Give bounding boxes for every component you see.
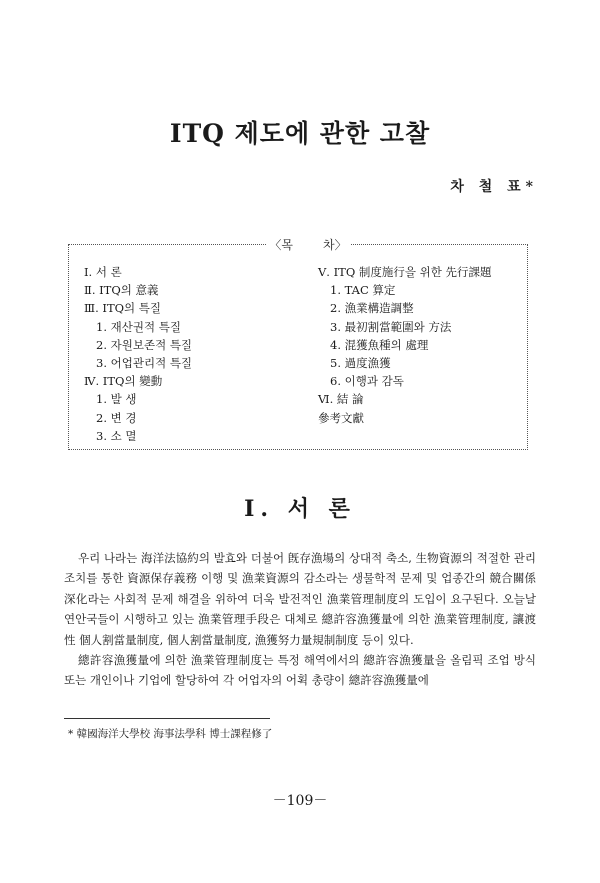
toc-subitem: 3. 소 멸 [96, 428, 137, 443]
toc-subitem: 3. 最初割當範圍와 方法 [330, 319, 452, 334]
toc-left-column [84, 263, 192, 445]
toc-item: Ⅵ. 結 論 [318, 392, 364, 407]
paper-title: ITQ 제도에 관한 고찰 [169, 119, 431, 148]
toc-subitem: 1. 재산권적 특질 [96, 319, 181, 334]
toc-subitem: 6. 이행과 감독 [330, 374, 404, 389]
toc-heading-left: 〈목 [269, 238, 293, 252]
toc-heading-right: 차〉 [323, 238, 347, 252]
toc-subitem: 2. 자원보존적 특질 [96, 337, 193, 352]
toc-item: 參考文獻 [318, 410, 364, 425]
page-number: －109－ [272, 793, 328, 809]
toc-subitem: 3. 어업관리적 특질 [96, 356, 193, 371]
toc-item: Ⅳ. ITQ의 變動 [84, 374, 163, 389]
toc-subitem: 2. 漁業構造調整 [330, 301, 414, 316]
toc-item: Ⅲ. ITQ의 특질 [84, 301, 162, 316]
toc-subitem: 4. 混獲魚種의 處理 [330, 337, 429, 352]
footnote-rule [64, 718, 270, 719]
body-text [64, 548, 536, 691]
toc-subitem: 2. 변 경 [96, 410, 137, 425]
toc-subitem: 5. 過度漁獲 [330, 356, 391, 371]
toc-item: Ⅰ. 서 론 [84, 265, 122, 279]
paragraph: 우리 나라는 海洋法協約의 발효와 더불어 旣存漁場의 상대적 축소, 生物資源의 적절한 관리 조치를 통한 資源保存義務 이행 및 漁業資源의 감소라는 생물학적 문제 및 업종간의 競合關係深化라는 사회적 문제 해결을 위하여 더욱 발전적인 漁業管理制度의 도입이 요구된다. 오늘날 연안국들이 시행하고 있는 漁業管理手段은 대체로 總許容漁獲量에 의한 漁業管理制度, 讓渡性 個人割當量制度, 個人割當量制度, 漁獲努力量規制制度 등이 있다. [64, 551, 536, 647]
toc-subitem: 1. TAC 算定 [330, 283, 396, 298]
toc-item: Ⅴ. ITQ 制度施行을 위한 先行課題 [318, 265, 492, 279]
footnote: * 韓國海洋大學校 海事法學科 博士課程修了 [68, 728, 273, 740]
section-heading: Ⅰ. 서 론 [244, 496, 356, 522]
toc-item: Ⅱ. ITQ의 意義 [84, 283, 159, 298]
paragraph: 總許容漁獲量에 의한 漁業管理制度는 특정 해역에서의 總許容漁獲量을 올림픽 조업 방식 또는 개인이나 기업에 할당하여 각 어업자의 어획 총량이 總許容漁獲量에 [64, 653, 536, 688]
toc-heading [266, 236, 350, 253]
toc-subitem: 1. 발 생 [96, 392, 137, 407]
toc-right-column [318, 263, 492, 427]
author-name: 차 철 표* [450, 179, 538, 195]
